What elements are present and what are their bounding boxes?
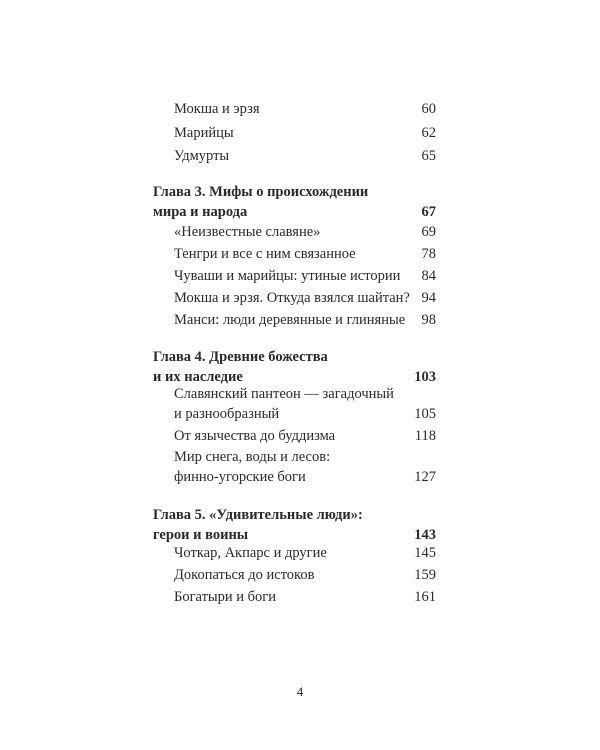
toc-entry-title: Мир снега, воды и лесов:: [174, 449, 331, 465]
toc-entry-page: 161: [414, 589, 436, 605]
chapter-title-line1: Глава 3. Мифы о происхождении: [153, 184, 369, 200]
toc-entry-page: 105: [414, 406, 436, 422]
toc-entry-page: 65: [421, 148, 436, 164]
toc-entry-page: 118: [414, 428, 436, 444]
toc-entry-page: 94: [421, 290, 436, 306]
toc-entry-page: 60: [421, 101, 436, 117]
chapter-title-line2: герои и воины: [153, 527, 249, 543]
toc-entry-title: Чуваши и марийцы: утиные истории: [174, 268, 401, 284]
chapter-title-line2: мира и народа: [153, 204, 248, 220]
toc-entry-title: Богатыри и боги: [174, 589, 277, 605]
toc-entry-title: Тенгри и все с ним связанное: [174, 246, 356, 262]
toc-entry-title: От язычества до буддизма: [174, 428, 336, 444]
toc-entry-page: 84: [421, 268, 436, 284]
toc-entry-page: 62: [421, 125, 436, 141]
toc-entry-page: 127: [414, 469, 436, 485]
toc-entry-page: 145: [414, 545, 436, 561]
chapter-page: 67: [421, 204, 436, 220]
toc-entry-page: 159: [414, 567, 436, 583]
toc-entry-page: 98: [421, 312, 436, 328]
chapter-page: 143: [414, 527, 436, 543]
toc-entry-title-line2: и разнообразный: [174, 406, 280, 422]
chapter-title-line1: Глава 4. Древние божества: [153, 349, 328, 365]
toc-entry-title-line2: финно-угорские боги: [174, 469, 306, 485]
toc-entry-title: Докопаться до истоков: [174, 567, 315, 583]
toc-entry-title: Чоткар, Акпарс и другие: [174, 545, 327, 561]
toc-entry-title: Удмурты: [174, 148, 230, 164]
toc-entry-title: Манси: люди деревянные и глиняные: [174, 312, 406, 328]
toc-entry-title: «Неизвестные славяне»: [174, 224, 321, 240]
toc-entry-page: 78: [421, 246, 436, 262]
chapter-title-line1: Глава 5. «Удивительные люди»:: [153, 507, 363, 523]
page-number: 4: [296, 684, 304, 699]
toc-entry-title: Мокша и эрзя: [174, 101, 260, 117]
toc-entry-title: Мокша и эрзя. Откуда взялся шайтан?: [174, 290, 410, 306]
toc-entry-title: Марийцы: [174, 125, 234, 141]
chapter-title-line2: и их наследие: [153, 369, 243, 385]
toc-entry-page: 69: [421, 224, 436, 240]
chapter-page: 103: [414, 369, 436, 385]
toc-entry-title: Славянский пантеон — загадочный: [174, 386, 394, 402]
